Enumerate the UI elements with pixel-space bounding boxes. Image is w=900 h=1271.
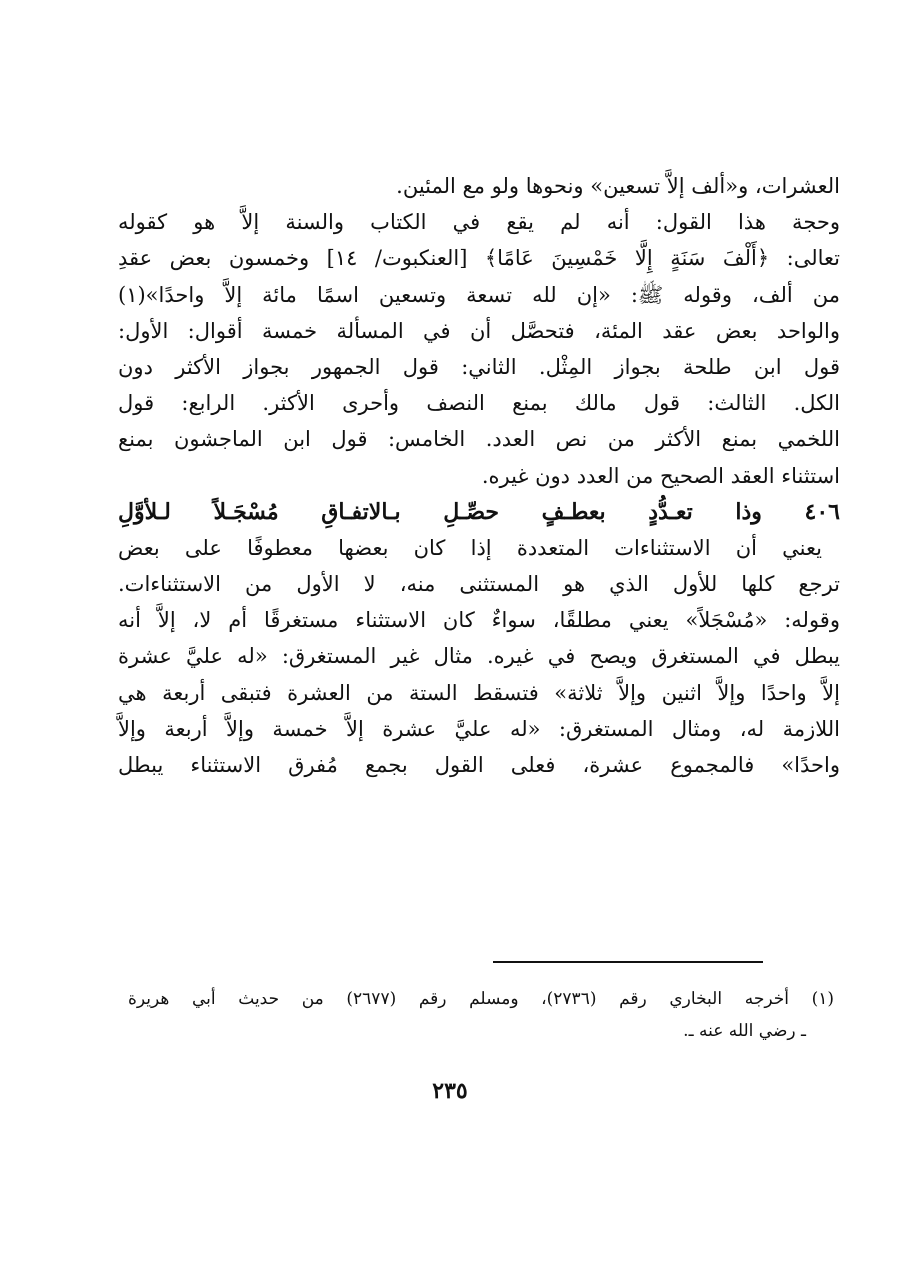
footnote-line: (١) أخرجه البخاري رقم (٢٧٣٦)، ومسلم رقم (٢٦٧٧) من حديث أبي هريرة: [128, 989, 834, 1009]
footnote-line: ـ رضي الله عنه ـ.: [683, 1021, 806, 1041]
commentary-line: يعني أن الاستثناءات المتعددة إذا كان بعضها معطوفًا على بعض: [118, 535, 822, 560]
body-line: اللخمي بمنع الأكثر من نص العدد. الخامس: قول ابن الماجشون بمنع: [118, 427, 840, 452]
commentary-line: اللازمة له، ومثال المستغرق: «له عليَّ عشرة إلاَّ خمسة وإلاَّ أربعة وإلاَّ: [118, 716, 840, 741]
page-number: ٢٣٥: [432, 1078, 468, 1104]
commentary-line: واحدًا» فالمجموع عشرة، فعلى القول بجمع مُفرق الاستثناء يبطل: [118, 753, 840, 777]
body-line: تعالى: ﴿أَلْفَ سَنَةٍ إِلَّا خَمْسِينَ عَامًا﴾ [العنكبوت/ ١٤] وخمسون بعض عقدِ: [118, 246, 840, 271]
commentary-line: يبطل في المستغرق ويصح في غيره. مثال غير المستغرق: «له عليَّ عشرة: [118, 644, 840, 669]
footnote: [128, 983, 834, 1047]
body-line: وحجة هذا القول: أنه لم يقع في الكتاب والسنة إلاَّ هو كقوله: [118, 210, 840, 235]
main-text: [118, 168, 840, 783]
verse-line: ٤٠٦ وذا تعـدُّدٍ بعطـفٍ حصِّـلِ بـالاتفـاقِ مُسْجَـلاً لـلأوَّلِ: [118, 498, 840, 525]
body-line: استثناء العقد الصحيح من العدد دون غيره.: [481, 463, 840, 488]
footnote-divider: [493, 961, 763, 963]
commentary-line: وقوله: «مُسْجَلاً» يعني مطلقًا، سواءٌ كان الاستثناء مستغرقًا أم لا، إلاَّ أنه: [118, 608, 840, 633]
commentary-line: ترجع كلها للأول الذي هو المستثنى منه، لا الأول من الاستثناءات.: [118, 572, 840, 597]
body-line: من ألف، وقوله ﷺ: «إن لله تسعة وتسعين اسمًا مائة إلاَّ واحدًا»(١): [118, 282, 840, 307]
body-line: والواحد بعض عقد المئة، فتحصَّل أن في المسألة خمسة أقوال: الأول:: [118, 318, 840, 343]
body-line: الكل. الثالث: قول مالك بمنع النصف وأحرى الأكثر. الرابع: قول: [118, 391, 840, 416]
commentary-line: إلاَّ واحدًا وإلاَّ اثنين وإلاَّ ثلاثة» فتسقط الستة من العشرة فتبقى أربعة هي: [118, 680, 840, 705]
body-line: العشرات، و«ألف إلاَّ تسعين» ونحوها ولو مع المئين.: [396, 174, 840, 198]
body-line: قول ابن طلحة بجواز المِثْل. الثاني: قول الجمهور بجواز الأكثر دون: [118, 354, 840, 379]
